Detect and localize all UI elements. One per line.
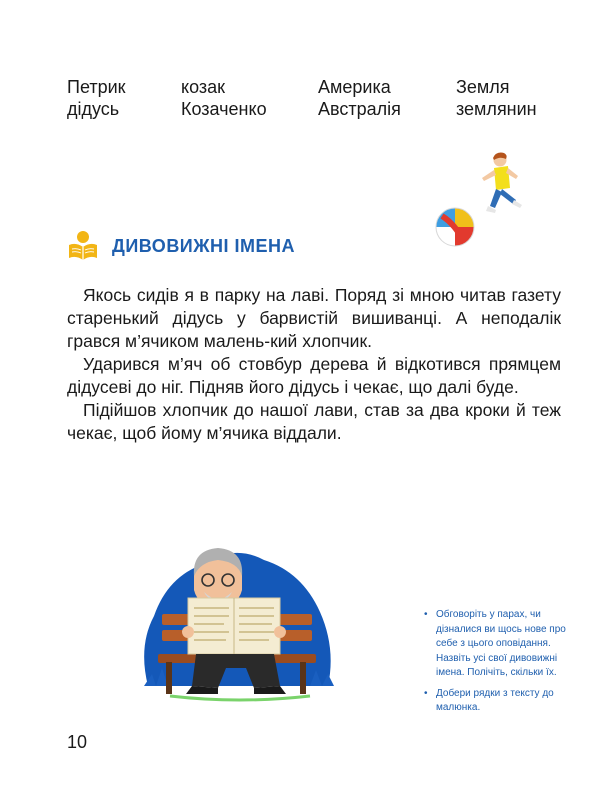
task-text: Обговоріть у парах, чи дізналися ви щось нове про себе з цього оповідання. Назвіть усі свої дивовижні імена. Полічіть, скільки їх. [436, 609, 566, 678]
word: козак [181, 77, 226, 97]
word: дідусь [67, 99, 120, 119]
task-item [424, 608, 570, 681]
word: Америка [318, 77, 391, 97]
ball-illustration [434, 206, 476, 248]
word: Австралія [318, 99, 401, 119]
word: Петрик [67, 77, 126, 97]
tasks-box [424, 608, 570, 722]
bullet-icon: • [424, 687, 428, 699]
word: Козаченко [181, 99, 267, 119]
word: Земля [456, 77, 510, 97]
word: землянин [456, 99, 537, 119]
task-item [424, 687, 570, 716]
section-title: ДИВОВИЖНІ ІМЕНА [112, 236, 296, 256]
story-paragraph: Ударився м’яч об стовбур дерева й відкотився прямцем дідусеві до ніг. Підняв його дідусь і чекає, що далі буде. [67, 354, 561, 397]
story-paragraph: Якось сидів я в парку на лаві. Поряд зі мною читав газету старенький дідусь у барвистій вишиванці. А неподалік грався м’ячиком малень-кий хлопчик. [67, 285, 561, 351]
grandpa-reading-illustration [134, 536, 344, 708]
task-text: Добери рядки з тексту до малюнка. [436, 687, 554, 713]
running-boy-illustration [478, 150, 538, 222]
story-text [67, 284, 561, 445]
story-paragraph: Підійшов хлопчик до нашої лави, став за два кроки й теж чекає, щоб йому м’ячика віддали. [67, 400, 561, 443]
page-number: 10 [67, 732, 88, 752]
reading-book-icon [66, 228, 100, 262]
bullet-icon: • [424, 609, 428, 620]
